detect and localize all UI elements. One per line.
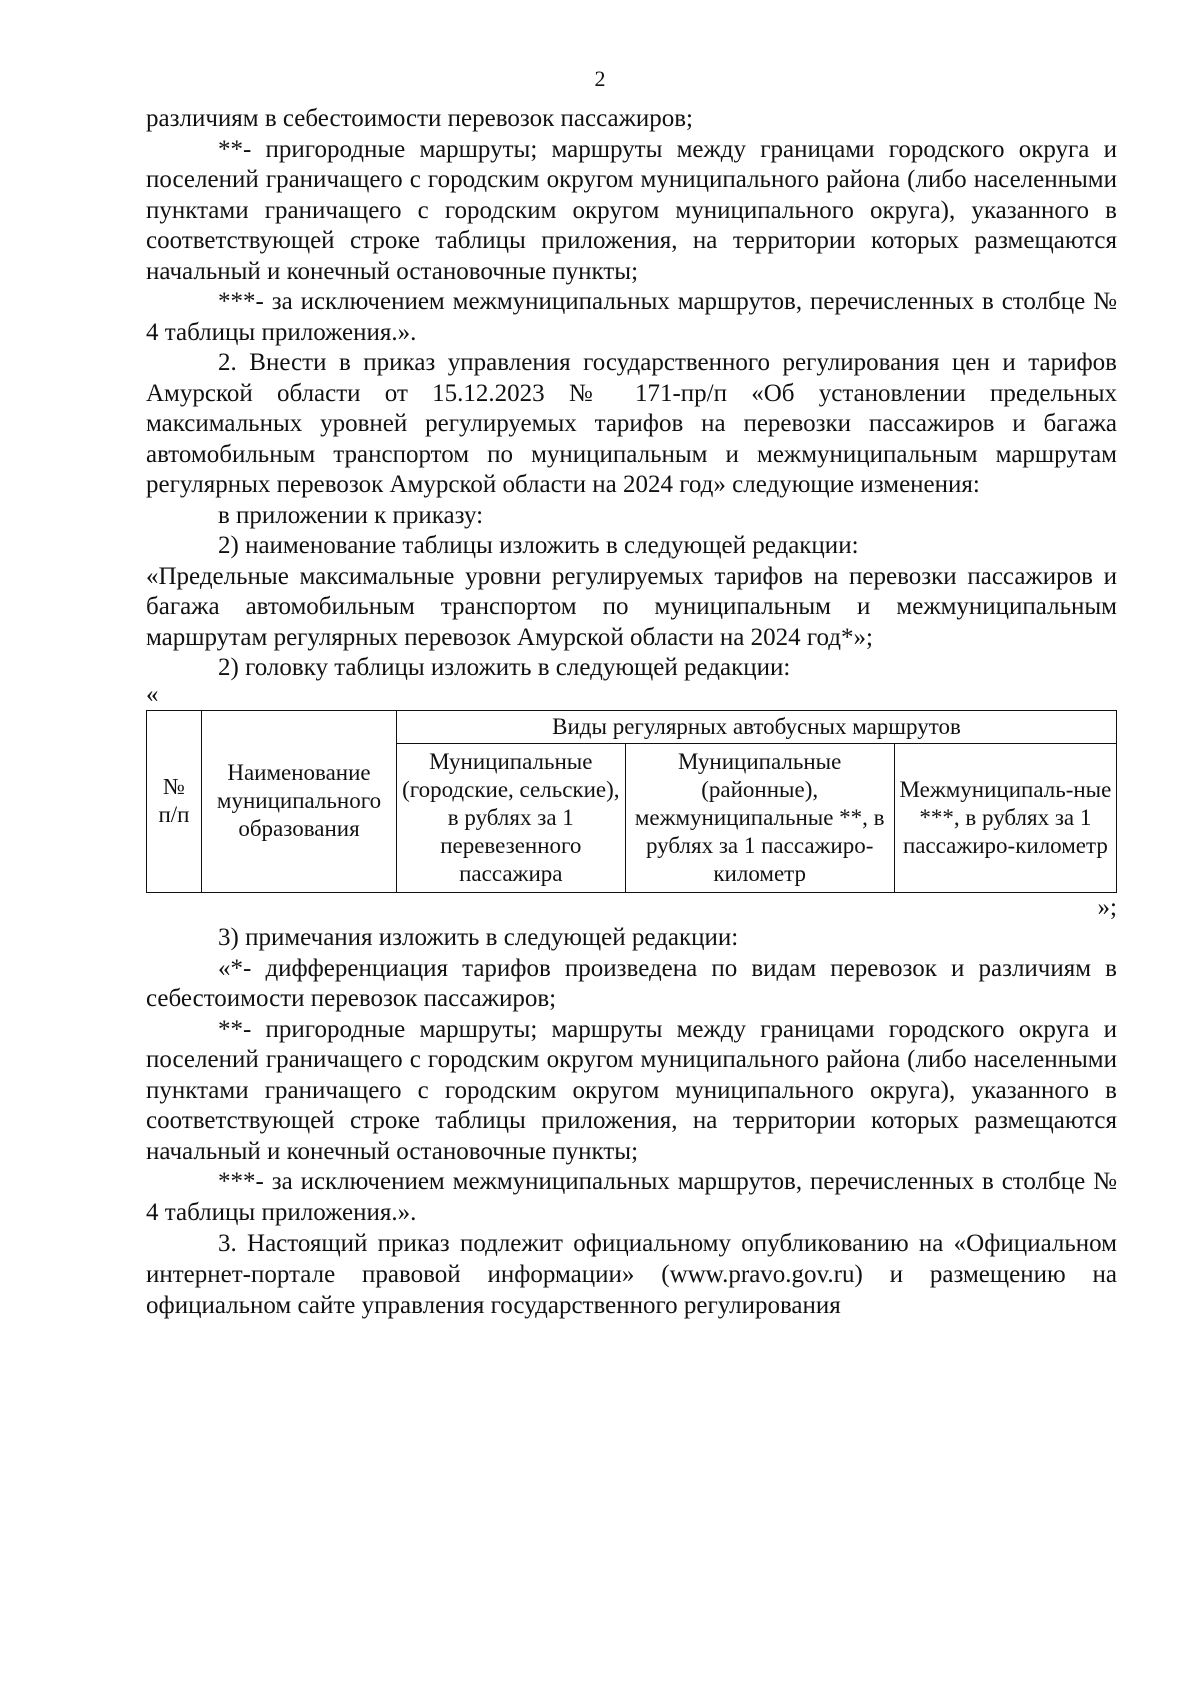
quote-close-mark: »; (1097, 893, 1117, 921)
document-body (146, 104, 1117, 1321)
paragraph: 3) примечания изложить в следующей редакции: (218, 924, 739, 951)
header-col-district: Муниципальные (районные), межмуниципальные **, в рублях за 1 пассажиро-километр (625, 743, 894, 892)
header-num-cell: № п/п (147, 710, 202, 892)
paragraph: 3. Настоящий приказ подлежит официальному опубликованию на «Официальном интернет-портале правовой информации» (www.pravo.gov.ru) и размещению на официальном сайте управления государственного регулирования (146, 1230, 1117, 1319)
page-number: 2 (594, 66, 606, 91)
header-col-municipal: Муниципальные (городские, сельские), в рублях за 1 перевезенного пассажира (397, 743, 626, 892)
paragraph: 2) наименование таблицы изложить в следующей редакции: (218, 532, 859, 559)
paragraph: 2) головку таблицы изложить в следующей редакции: (218, 654, 791, 681)
table-header (146, 710, 1117, 893)
header-group-cell: Виды регулярных автобусных маршрутов (397, 710, 1117, 743)
quote-open-mark: « (146, 680, 159, 708)
paragraph: «Предельные максимальные уровни регулируемых тарифов на перевозки пассажиров и багажа автомобильным транспортом по муниципальным и межмуниципальным маршрутам регулярных перевозок Амурской области на 2024 год*»; (146, 562, 1117, 651)
paragraph: ***- за исключением межмуниципальных маршрутов, перечисленных в столбце № 4 таблицы приложения.». (146, 1168, 1117, 1226)
paragraph: в приложении к приказу: (218, 501, 484, 529)
paragraph: различиям в себестоимости перевозок пассажиров; (146, 105, 693, 132)
header-name-cell: Наименование муниципального образования (202, 710, 397, 892)
paragraph: 2. Внести в приказ управления государственного регулирования цен и тарифов Амурской области от 15.12.2023 № 171-пр/п «Об установлении предельных максимальных уровней регулируемых тарифов на перевозки пассажиров и багажа автомобильным транспортом по муниципальным и межмуниципальным маршрутам регулярных перевозок Амурской области на 2024 год» следующие изменения: (146, 349, 1117, 498)
paragraph: **- пригородные маршруты; маршруты между границами городского округа и поселений граничащего с городским округом муниципального района (либо населенными пунктами граничащего с городским округом муниципального округа), указанного в соответствующей строке таблицы приложения, на территории которых размещаются начальный и конечный остановочные пункты; (146, 1015, 1117, 1165)
header-col-intermunicipal: Межмуниципаль-ные ***, в рублях за 1 пассажиро-километр (894, 743, 1116, 892)
paragraph: ***- за исключением межмуниципальных маршрутов, перечисленных в столбце № 4 таблицы приложения.». (146, 288, 1117, 346)
paragraph: «*- дифференциация тарифов произведена по видам перевозок и различиям в себестоимости перевозок пассажиров; (146, 954, 1117, 1012)
paragraph: **- пригородные маршруты; маршруты между границами городского округа и поселений граничащего с городским округом муниципального района (либо населенными пунктами граничащего с городским округом муниципального округа), указанного в соответствующей строке таблицы приложения, на территории которых размещаются начальный и конечный остановочные пункты; (146, 135, 1117, 285)
